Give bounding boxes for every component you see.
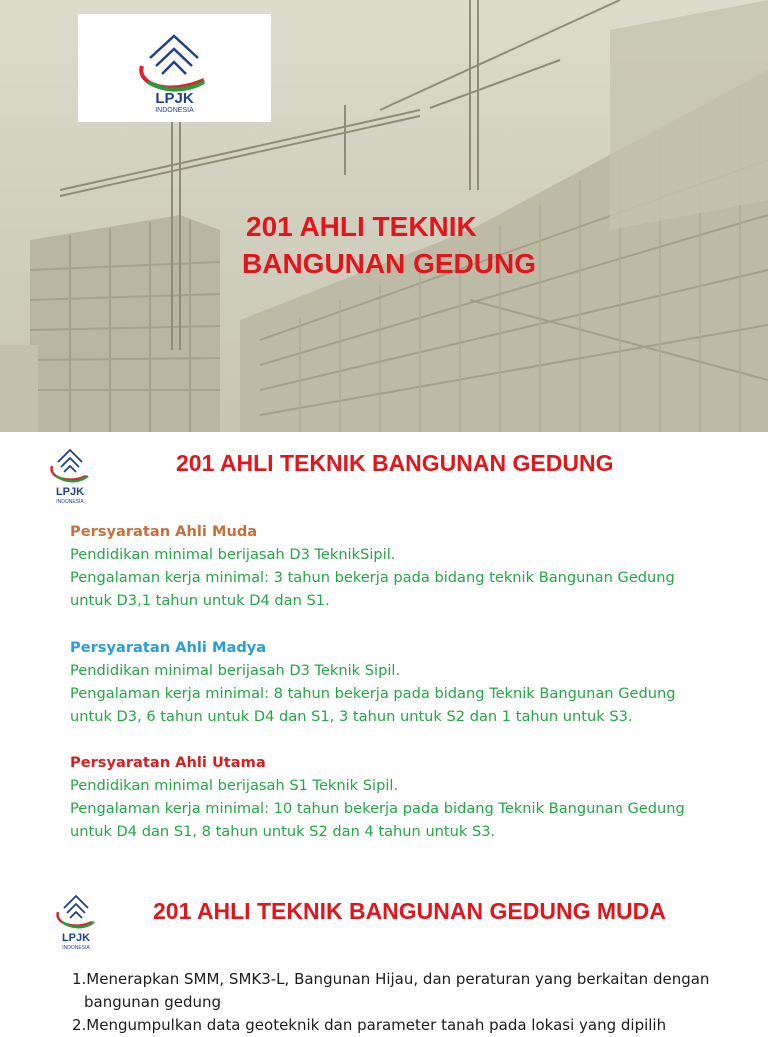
lpjk-logo-subtitle: INDONESIA (155, 107, 194, 114)
requirement-heading: Persyaratan Ahli Madya (70, 639, 267, 656)
lpjk-logo-text: LPJK (155, 90, 194, 107)
requirement-text: Pengalaman kerja minimal: 10 tahun bekerja pada bidang Teknik Bangunan Gedung (70, 800, 685, 817)
cover-title-line2: BANGUNAN GEDUNG (242, 248, 536, 279)
cover-title (230, 208, 710, 282)
list-item-line: 1.Menerapkan SMM, SMK3-L, Bangunan Hijau, dan peraturan yang berkaitan dengan (72, 970, 710, 988)
list-item (72, 1014, 762, 1037)
lpjk-small-logo-subtitle: INDONESIA (62, 945, 90, 951)
requirements-title: 201 AHLI TEKNIK BANGUNAN GEDUNG (176, 450, 614, 476)
lpjk-small-logo (42, 440, 98, 508)
muda-task-list (72, 968, 762, 1037)
lpjk-small-logo-text: LPJK (61, 932, 91, 944)
lpjk-small-logo-subtitle: INDONESIA (56, 499, 84, 505)
lpjk-logo (78, 14, 271, 122)
requirement-text: untuk D3,1 tahun untuk D4 dan S1. (70, 592, 330, 609)
requirement-heading: Persyaratan Ahli Muda (70, 523, 258, 540)
requirement-utama (70, 751, 750, 843)
list-item (72, 968, 762, 1014)
requirement-text: untuk D4 dan S1, 8 tahun untuk S2 dan 4 tahun untuk S3. (70, 823, 496, 840)
requirements-slide (0, 432, 768, 856)
cover-slide (0, 0, 768, 432)
list-item-line: bangunan gedung (84, 993, 222, 1011)
muda-tasks-title: 201 AHLI TEKNIK BANGUNAN GEDUNG MUDA (153, 898, 666, 924)
muda-tasks-slide (0, 856, 768, 1034)
requirement-text: Pengalaman kerja minimal: 3 tahun bekerja pada bidang teknik Bangunan Gedung (70, 569, 675, 586)
requirement-text: Pengalaman kerja minimal: 8 tahun bekerja pada bidang Teknik Bangunan Gedung (70, 685, 676, 702)
requirement-text: Pendidikan minimal berijasah D3 TeknikSipil. (70, 546, 396, 563)
requirement-text: Pendidikan minimal berijasah D3 Teknik Sipil. (70, 662, 401, 679)
list-item-line: 2.Mengumpulkan data geoteknik dan parameter tanah pada lokasi yang dipilih (72, 1016, 667, 1034)
cover-title-line1: 201 AHLI TEKNIK (246, 211, 477, 242)
lpjk-house-swoosh-icon (48, 886, 104, 936)
requirement-muda (70, 520, 750, 612)
lpjk-small-logo-text: LPJK (55, 486, 85, 498)
requirement-madya (70, 636, 750, 728)
lpjk-small-logo (48, 886, 104, 954)
lpjk-house-swoosh-icon (42, 440, 98, 490)
requirement-text: untuk D3, 6 tahun untuk D4 dan S1, 3 tahun untuk S2 dan 1 tahun untuk S3. (70, 708, 633, 725)
requirement-text: Pendidikan minimal berijasah S1 Teknik Sipil. (70, 777, 399, 794)
requirement-heading: Persyaratan Ahli Utama (70, 754, 266, 771)
